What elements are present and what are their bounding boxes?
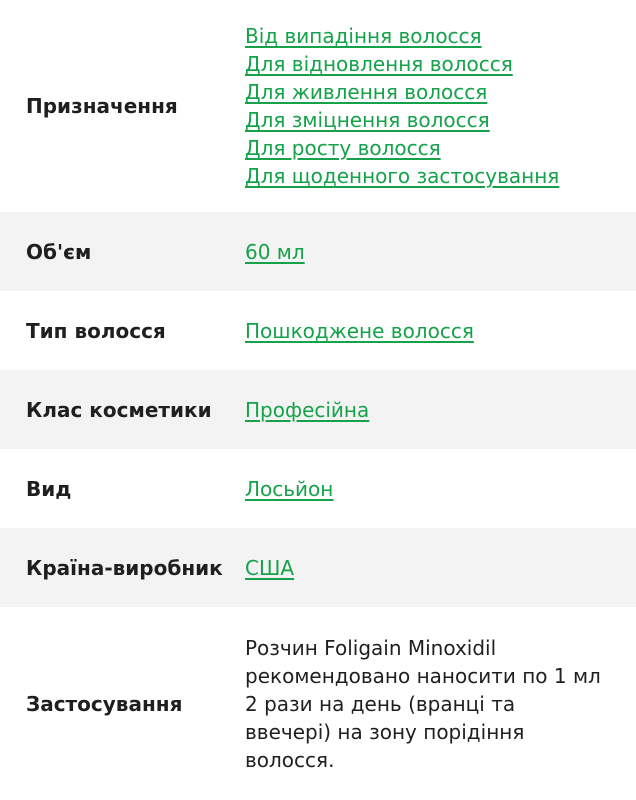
spec-row-usage [0, 607, 636, 800]
spec-row-hair-type [0, 291, 636, 370]
spec-label-hair-type: Тип волосся [26, 318, 166, 343]
volume-link[interactable]: 60 мл [245, 239, 305, 264]
spec-value-volume [245, 238, 636, 266]
cosmetics-class-link[interactable]: Професійна [245, 397, 370, 422]
spec-value-cosmetics-class [245, 396, 636, 424]
spec-row-purpose [0, 0, 636, 212]
spec-label-usage: Застосування [26, 691, 183, 716]
spec-value-usage [245, 634, 636, 774]
spec-label-country: Країна-виробник [26, 555, 223, 580]
spec-row-volume [0, 212, 636, 291]
spec-label-kind: Вид [26, 476, 72, 501]
hair-type-link[interactable]: Пошкоджене волосся [245, 318, 474, 343]
spec-value-purpose [245, 22, 636, 190]
spec-row-kind [0, 449, 636, 528]
purpose-link-hair-loss[interactable]: Від випадіння волосся [245, 24, 482, 48]
country-link[interactable]: США [245, 555, 295, 580]
spec-value-kind [245, 475, 636, 503]
purpose-link-daily-use[interactable]: Для щоденного застосування [245, 164, 560, 188]
purpose-link-restoration[interactable]: Для відновлення волосся [245, 52, 513, 76]
spec-row-country [0, 528, 636, 607]
spec-value-hair-type [245, 317, 636, 345]
kind-link[interactable]: Лосьйон [245, 476, 334, 501]
spec-label-cosmetics-class: Клас косметики [26, 397, 212, 422]
spec-label-volume: Об'єм [26, 239, 92, 264]
spec-value-country [245, 554, 636, 582]
purpose-link-nourishment[interactable]: Для живлення волосся [245, 80, 488, 104]
purpose-link-growth[interactable]: Для росту волосся [245, 136, 441, 160]
purpose-link-strengthening[interactable]: Для зміцнення волосся [245, 108, 490, 132]
spec-label-purpose: Призначення [26, 94, 178, 118]
spec-row-cosmetics-class [0, 370, 636, 449]
usage-text: Розчин Foligain Minoxidil рекомендовано наносити по 1 мл 2 рази на день (вранці та ввечері) на зону порідіння волосся. [245, 635, 601, 772]
